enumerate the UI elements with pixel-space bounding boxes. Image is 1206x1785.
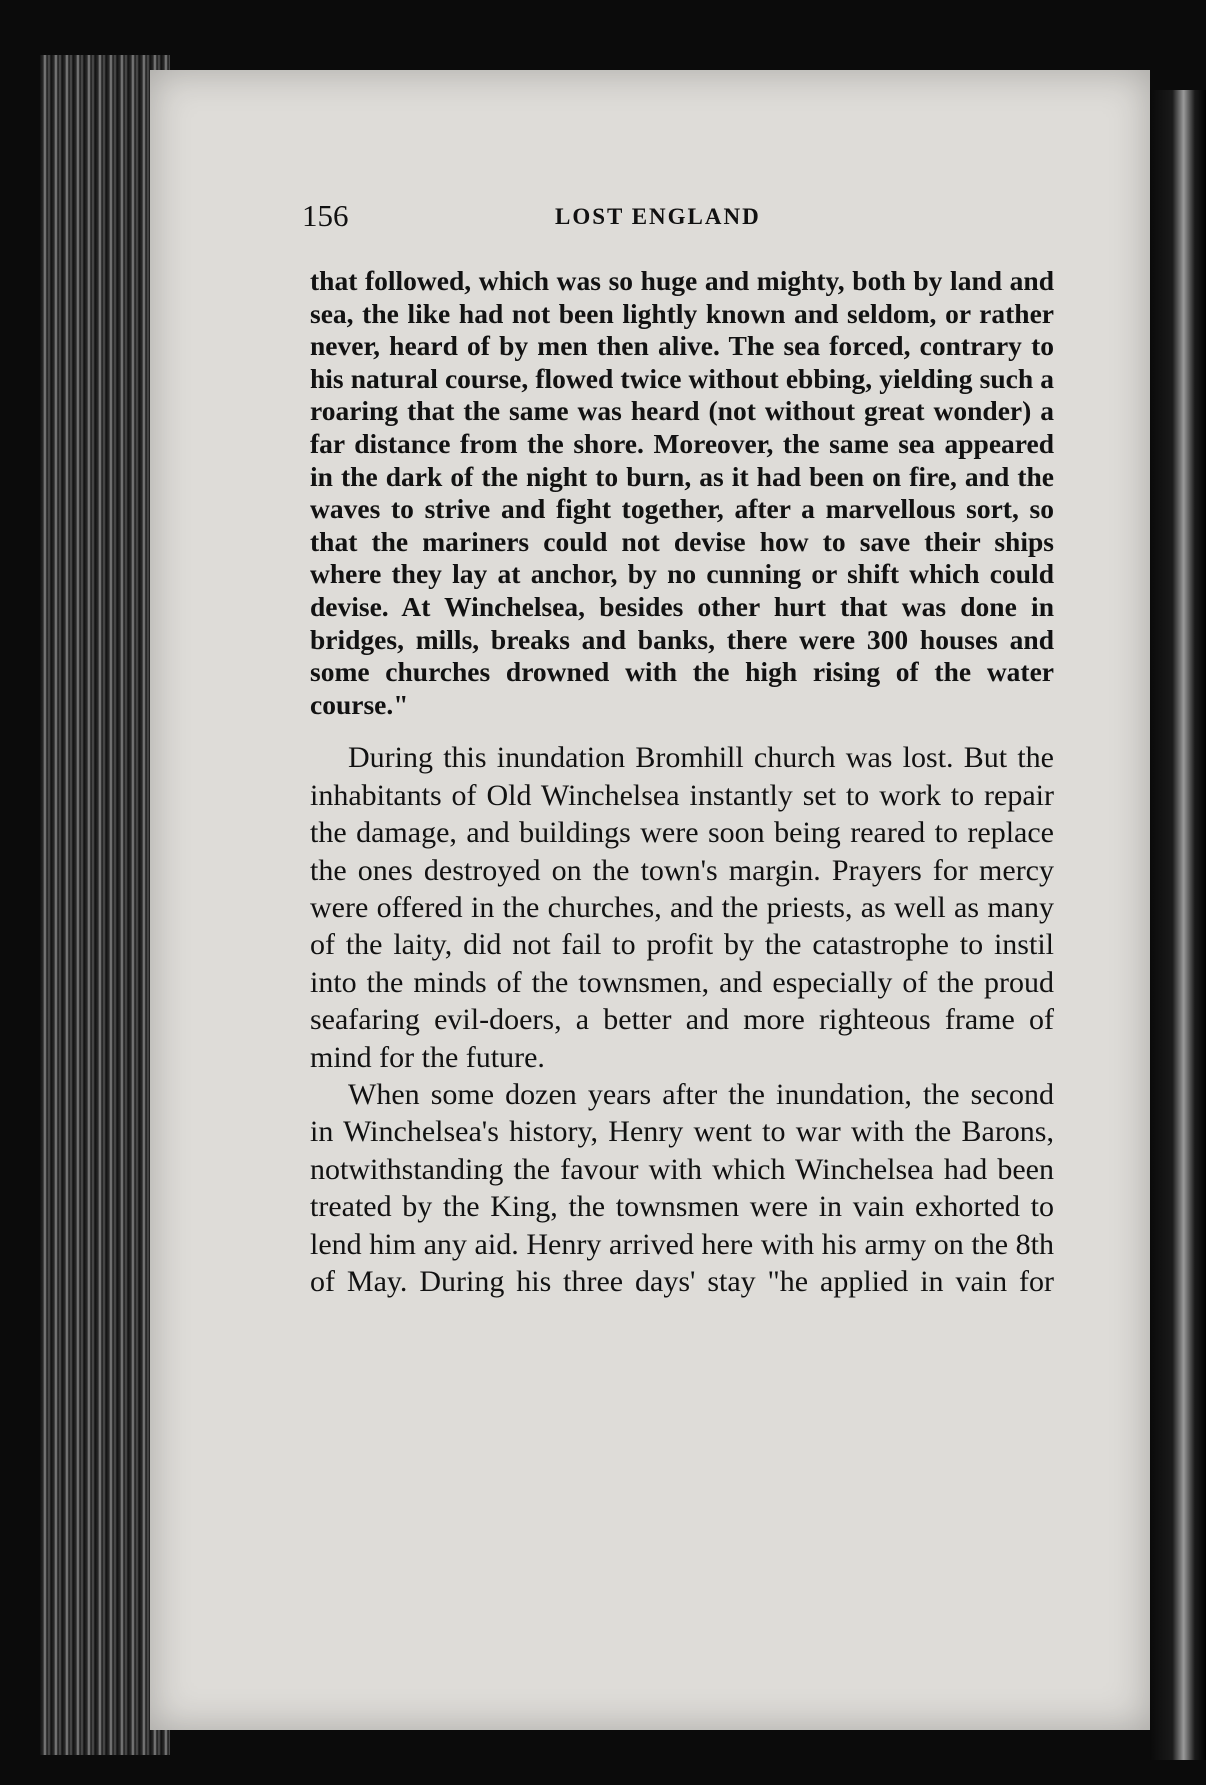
- paragraph-henry: When some dozen years after the inundation, the second in Winchelsea's history, Henry went to war with the Barons, notwithstanding the favour with which Winchelsea had been treated by the King, the townsmen were in vain exhorted to lend him any aid. Henry arrived here with his army on the 8th of May. During his three days' stay "he applied in vain for: [310, 1077, 1054, 1298]
- facing-page-edge: [1150, 90, 1206, 1760]
- body-text: [310, 265, 1054, 1300]
- page-number: 156: [302, 198, 349, 233]
- running-title: LOST ENGLAND: [555, 204, 761, 229]
- paragraph-inundation: During this inundation Bromhill church was lost. But the inhabitants of Old Winchelsea instantly set to work to repair the damage, and buildings were soon being reared to replace the ones destroyed on the town's margin. Prayers for mercy were offered in the churches, and the priests, as well as many of the laity, did not fail to profit by the catastrophe to instil into the minds of the townsmen, and especially of the proud seafaring evil-doers, a better and more righteous frame of mind for the future.: [310, 741, 1054, 1074]
- quoted-paragraph: that followed, which was so huge and mighty, both by land and sea, the like had not been lightly known and seldom, or rather never, heard of by men then alive. The sea forced, contrary to his natural course, flowed twice without ebbing, yielding such a roaring that the same was heard (not without great wonder) a far distance from the shore. Moreover, the same sea appeared in the dark of the night to burn, as it had been on fire, and the waves to strive and fight together, after a marvellous sort, so that the mariners could not devise how to save their ships where they lay at anchor, by no cunning or shift which could devise. At Winchelsea, besides other hurt that was done in bridges, mills, breaks and banks, there were 300 houses and some churches drowned with the high rising of the water course.": [310, 265, 1054, 720]
- page-header: [302, 198, 1062, 238]
